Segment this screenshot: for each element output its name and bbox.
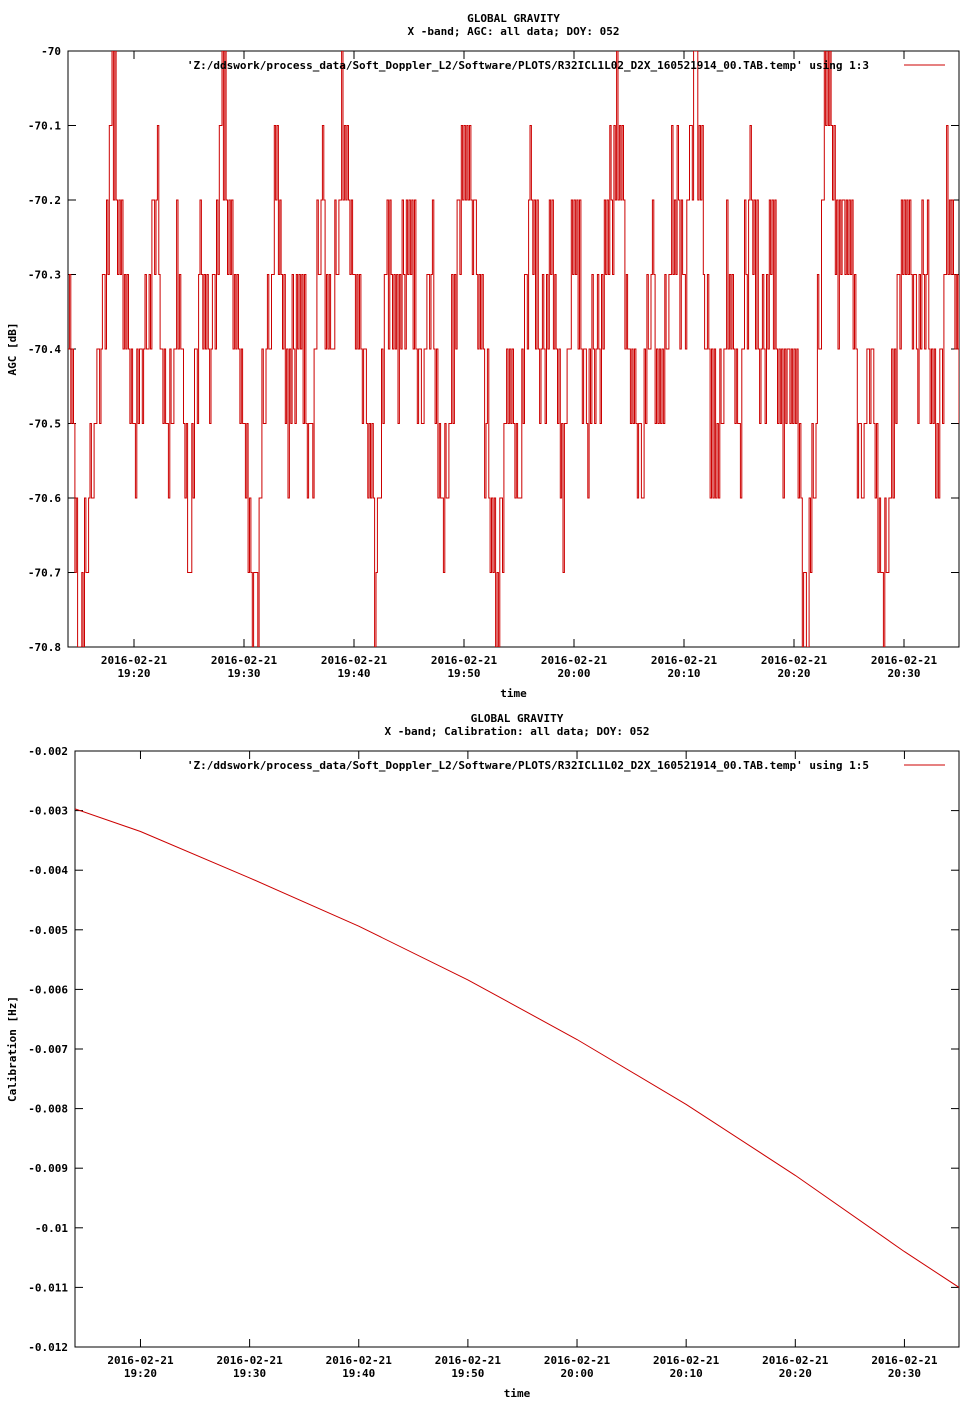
x-tick-date-label: 2016-02-21	[100, 654, 168, 667]
series-line	[75, 809, 959, 1288]
x-tick-date-label: 2016-02-21	[210, 654, 278, 667]
x-tick-date-label: 2016-02-21	[216, 1354, 283, 1367]
y-tick-label: -0.006	[28, 983, 68, 997]
y-tick-label: -70.1	[27, 119, 61, 133]
x-tick-date-label: 2016-02-21	[650, 654, 718, 667]
y-tick-label: -0.011	[28, 1281, 68, 1295]
y-tick-label: -70.5	[27, 417, 61, 431]
x-tick-date-label: 2016-02-21	[325, 1354, 392, 1367]
x-axis-label: time	[500, 687, 527, 700]
chart-subtitle: X -band; Calibration: all data; DOY: 052	[384, 725, 650, 738]
x-tick-date-label: 2016-02-21	[540, 654, 608, 667]
y-tick-label: -0.005	[28, 923, 68, 937]
x-tick-time-label: 20:20	[778, 1367, 812, 1380]
legend-label: 'Z:/ddswork/process_data/Soft_Doppler_L2/Software/PLOTS/R32ICL1L02_D2X_160521914_00.TAB.temp' using 1:3	[186, 59, 869, 72]
x-tick-time-label: 19:40	[342, 1367, 376, 1380]
chart-title: GLOBAL GRAVITY	[467, 12, 560, 25]
x-tick-date-label: 2016-02-21	[871, 1354, 938, 1367]
x-tick-time-label: 19:30	[227, 667, 261, 680]
y-axis-label: AGC [dB]	[6, 322, 19, 376]
x-axis-label: time	[503, 1387, 531, 1400]
x-tick-date-label: 2016-02-21	[430, 654, 498, 667]
x-tick-time-label: 20:30	[887, 667, 921, 680]
y-tick-label: -0.003	[28, 804, 68, 818]
x-tick-date-label: 2016-02-21	[870, 654, 938, 667]
x-tick-time-label: 19:20	[117, 667, 151, 680]
y-tick-label: -70.7	[27, 566, 61, 580]
y-tick-label: -0.007	[28, 1043, 68, 1056]
x-tick-date-label: 2016-02-21	[653, 1354, 720, 1367]
y-tick-label: -70.3	[27, 268, 61, 282]
x-tick-time-label: 20:00	[560, 1367, 594, 1380]
x-tick-time-label: 20:30	[887, 1367, 921, 1380]
plot-frame	[75, 751, 959, 1347]
series-line	[68, 0, 959, 722]
y-tick-label: -0.009	[28, 1162, 68, 1176]
x-tick-date-label: 2016-02-21	[543, 1354, 611, 1367]
x-tick-time-label: 20:00	[557, 667, 591, 680]
chart-subtitle: X -band; AGC: all data; DOY: 052	[407, 25, 620, 38]
y-tick-label: -0.004	[28, 864, 68, 878]
x-tick-time-label: 20:10	[669, 1367, 703, 1380]
y-tick-label: -0.002	[28, 745, 68, 758]
y-axis-label: Calibration [Hz]	[6, 996, 19, 1102]
x-tick-time-label: 19:50	[447, 667, 481, 680]
x-tick-date-label: 2016-02-21	[760, 654, 828, 667]
x-tick-time-label: 20:10	[667, 667, 701, 680]
x-tick-time-label: 19:30	[233, 1367, 267, 1380]
x-tick-date-label: 2016-02-21	[434, 1354, 502, 1367]
x-tick-time-label: 19:40	[337, 667, 371, 680]
y-tick-label: -70	[41, 45, 61, 58]
chart-title: GLOBAL GRAVITY	[470, 712, 564, 725]
x-tick-time-label: 20:20	[777, 667, 811, 680]
y-tick-label: -70.8	[27, 641, 61, 654]
x-tick-time-label: 19:20	[123, 1367, 158, 1380]
y-tick-label: -0.008	[28, 1102, 68, 1116]
y-tick-label: -70.2	[27, 194, 61, 207]
y-tick-label: -0.01	[34, 1221, 68, 1235]
y-tick-label: -70.4	[27, 343, 61, 356]
x-tick-date-label: 2016-02-21	[762, 1354, 829, 1367]
y-tick-label: -70.6	[27, 492, 61, 505]
y-tick-label: -0.012	[28, 1341, 68, 1354]
x-tick-date-label: 2016-02-21	[320, 654, 388, 667]
x-tick-date-label: 2016-02-21	[107, 1354, 174, 1367]
x-tick-time-label: 19:50	[451, 1367, 485, 1380]
legend-label: 'Z:/ddswork/process_data/Soft_Doppler_L2/Software/PLOTS/R32ICL1L02_D2X_160521914_00.TAB.temp' using 1:5	[186, 759, 869, 772]
